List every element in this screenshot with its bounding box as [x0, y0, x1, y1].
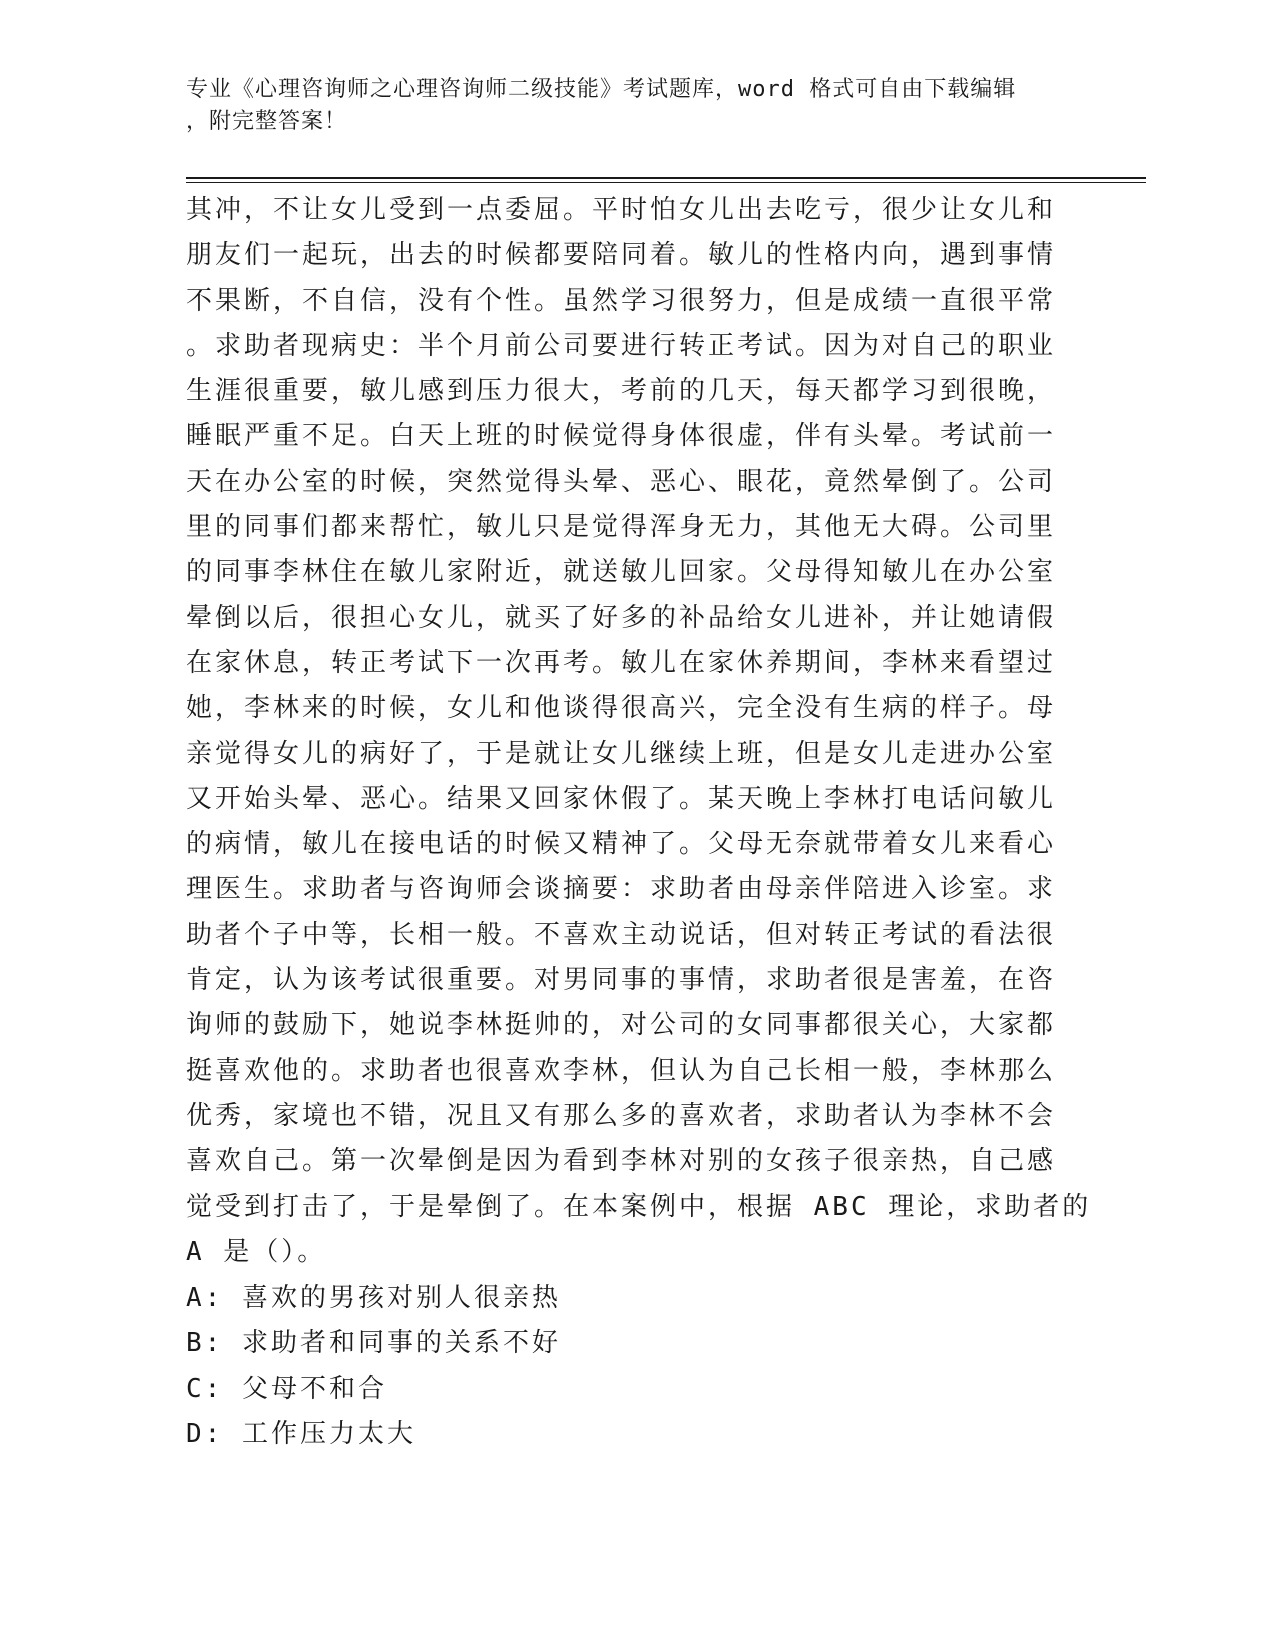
question-line: A 是（）。 — [186, 1236, 327, 1267]
question-line: 询师的鼓励下，她说李林挺帅的，对公司的女同事都很关心，大家都 — [186, 1010, 1057, 1041]
question-line: 里的同事们都来帮忙，敏儿只是觉得浑身无力，其他无大碍。公司里 — [186, 512, 1057, 543]
question-line: 天在办公室的时候，突然觉得头晕、恶心、眼花，竟然晕倒了。公司 — [186, 466, 1057, 497]
question-line: 睡眠严重不足。白天上班的时候觉得身体很虚，伴有头晕。考试前一 — [186, 421, 1057, 452]
question-line: 的同事李林住在敏儿家附近，就送敏儿回家。父母得知敏儿在办公室 — [186, 557, 1057, 588]
question-line: 觉受到打击了，于是晕倒了。在本案例中，根据 ABC 理论，求助者的 — [186, 1191, 1092, 1222]
option-b[interactable]: B: 求助者和同事的关系不好 — [186, 1328, 561, 1359]
question-line: 挺喜欢他的。求助者也很喜欢李林，但认为自己长相一般，李林那么 — [186, 1055, 1057, 1086]
question-line: 优秀，家境也不错，况且又有那么多的喜欢者，求助者认为李林不会 — [186, 1100, 1057, 1131]
question-line: 理医生。求助者与咨询师会谈摘要：求助者由母亲伴陪进入诊室。求 — [186, 874, 1057, 905]
option-d[interactable]: D: 工作压力太大 — [186, 1418, 416, 1449]
question-line: 助者个子中等，长相一般。不喜欢主动说话，但对转正考试的看法很 — [186, 919, 1057, 950]
question-line: 晕倒以后，很担心女儿，就买了好多的补品给女儿进补，并让她请假 — [186, 602, 1057, 633]
question-text — [186, 188, 1092, 1275]
question-line: 喜欢自己。第一次晕倒是因为看到李林对别的女孩子很亲热，自己感 — [186, 1146, 1057, 1177]
question-line: 不果断，不自信，没有个性。虽然学习很努力，但是成绩一直很平常 — [186, 285, 1057, 316]
header-rule-thick — [186, 177, 1146, 179]
question-line: 又开始头晕、恶心。结果又回家休假了。某天晚上李林打电话问敏儿 — [186, 783, 1057, 814]
question-line: 亲觉得女儿的病好了，于是就让女儿继续上班，但是女儿走进办公室 — [186, 738, 1057, 769]
question-line: 肯定，认为该考试很重要。对男同事的事情，求助者很是害羞，在咨 — [186, 965, 1057, 996]
page-header: 专业《心理咨询师之心理咨询师二级技能》考试题库，word 格式可自由下载编辑 ，附完整答案！ — [186, 77, 1017, 134]
question-line: 的病情，敏儿在接电话的时候又精神了。父母无奈就带着女儿来看心 — [186, 829, 1057, 860]
header-rule-thin — [186, 182, 1146, 183]
answer-options — [186, 1276, 1056, 1457]
question-line: 在家休息，转正考试下一次再考。敏儿在家休养期间，李林来看望过 — [186, 647, 1057, 678]
question-line: 朋友们一起玩，出去的时候都要陪同着。敏儿的性格内向，遇到事情 — [186, 240, 1057, 271]
option-c[interactable]: C: 父母不和合 — [186, 1373, 387, 1404]
option-a[interactable]: A: 喜欢的男孩对别人很亲热 — [186, 1283, 561, 1313]
question-line: 生涯很重要，敏儿感到压力很大，考前的几天，每天都学习到很晚， — [186, 376, 1057, 407]
question-line: 其冲，不让女儿受到一点委屈。平时怕女儿出去吃亏，很少让女儿和 — [186, 195, 1057, 225]
question-line: 她，李林来的时候，女儿和他谈得很高兴，完全没有生病的样子。母 — [186, 693, 1057, 724]
question-line: 。求助者现病史：半个月前公司要进行转正考试。因为对自己的职业 — [186, 330, 1057, 361]
